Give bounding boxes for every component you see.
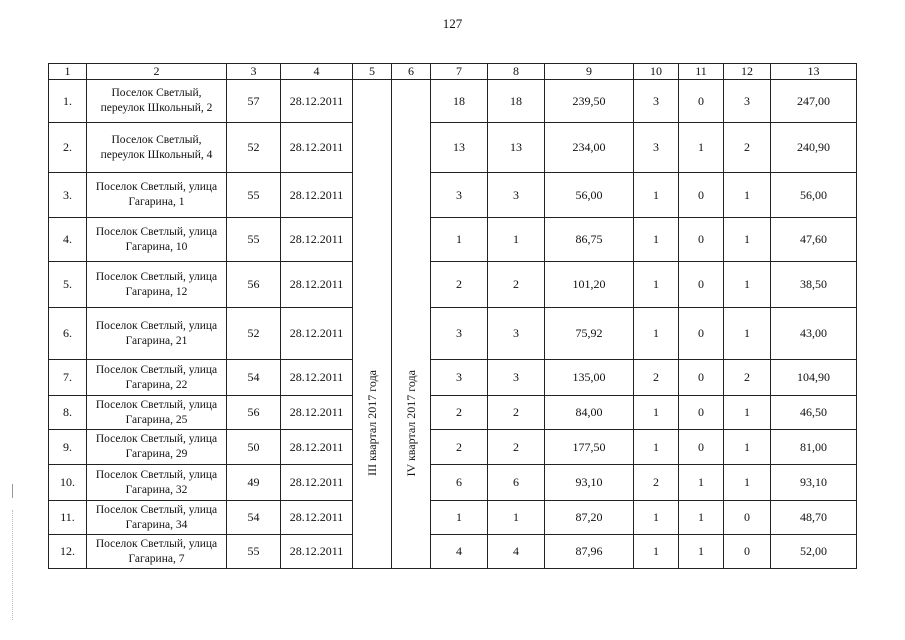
c10-cell: 1 — [634, 535, 679, 569]
address-cell: Поселок Светлый, переулок Школьный, 4 — [87, 123, 227, 173]
c7-cell: 6 — [431, 465, 488, 501]
c12-cell: 1 — [724, 465, 771, 501]
date-cell: 28.12.2011 — [281, 218, 353, 262]
row-number: 3. — [49, 173, 87, 218]
c11-cell: 0 — [679, 360, 724, 396]
c9-cell: 101,20 — [545, 262, 634, 308]
row-number: 9. — [49, 430, 87, 465]
c12-cell: 1 — [724, 396, 771, 430]
c9-cell: 87,96 — [545, 535, 634, 569]
row-number: 12. — [49, 535, 87, 569]
row-number: 11. — [49, 501, 87, 535]
address-cell: Поселок Светлый, улица Гагарина, 34 — [87, 501, 227, 535]
c9-cell: 93,10 — [545, 465, 634, 501]
address-cell: Поселок Светлый, улица Гагарина, 12 — [87, 262, 227, 308]
c13-cell: 240,90 — [771, 123, 857, 173]
quarter-label: IV квартал 2017 года — [403, 370, 418, 477]
c7-cell: 18 — [431, 80, 488, 123]
address-cell: Поселок Светлый, улица Гагарина, 29 — [87, 430, 227, 465]
date-cell: 28.12.2011 — [281, 465, 353, 501]
address-cell: Поселок Светлый, улица Гагарина, 7 — [87, 535, 227, 569]
c13-cell: 81,00 — [771, 430, 857, 465]
table-row — [49, 501, 857, 535]
table-row — [49, 465, 857, 501]
c10-cell: 1 — [634, 430, 679, 465]
c10-cell: 3 — [634, 80, 679, 123]
col3-cell: 57 — [227, 80, 281, 123]
header-cell: 3 — [227, 64, 281, 80]
date-cell: 28.12.2011 — [281, 501, 353, 535]
c11-cell: 1 — [679, 123, 724, 173]
header-cell: 9 — [545, 64, 634, 80]
c13-cell: 38,50 — [771, 262, 857, 308]
address-cell: Поселок Светлый, улица Гагарина, 21 — [87, 308, 227, 360]
c10-cell: 1 — [634, 501, 679, 535]
page-number: 127 — [442, 16, 463, 31]
c9-cell: 177,50 — [545, 430, 634, 465]
c11-cell: 1 — [679, 535, 724, 569]
c10-cell: 1 — [634, 218, 679, 262]
date-cell: 28.12.2011 — [281, 308, 353, 360]
header-cell: 12 — [724, 64, 771, 80]
c7-cell: 13 — [431, 123, 488, 173]
address-cell: Поселок Светлый, улица Гагарина, 10 — [87, 218, 227, 262]
header-cell: 10 — [634, 64, 679, 80]
table-row — [49, 430, 857, 465]
c7-cell: 4 — [431, 535, 488, 569]
c12-cell: 1 — [724, 308, 771, 360]
c13-cell: 43,00 — [771, 308, 857, 360]
c11-cell: 0 — [679, 262, 724, 308]
c7-cell: 2 — [431, 262, 488, 308]
c13-cell: 93,10 — [771, 465, 857, 501]
c10-cell: 1 — [634, 262, 679, 308]
address-cell: Поселок Светлый, улица Гагарина, 1 — [87, 173, 227, 218]
col3-cell: 55 — [227, 535, 281, 569]
table-row — [49, 173, 857, 218]
address-cell: Поселок Светлый, улица Гагарина, 32 — [87, 465, 227, 501]
table-row — [49, 262, 857, 308]
c9-cell: 75,92 — [545, 308, 634, 360]
c13-cell: 247,00 — [771, 80, 857, 123]
header-cell: 6 — [392, 64, 431, 80]
scan-dots — [12, 510, 14, 620]
c9-cell: 239,50 — [545, 80, 634, 123]
header-cell: 13 — [771, 64, 857, 80]
c9-cell: 86,75 — [545, 218, 634, 262]
c8-cell: 1 — [488, 218, 545, 262]
row-number: 7. — [49, 360, 87, 396]
c7-cell: 1 — [431, 501, 488, 535]
scan-mark — [12, 484, 13, 498]
date-cell: 28.12.2011 — [281, 173, 353, 218]
c12-cell: 1 — [724, 218, 771, 262]
c10-cell: 1 — [634, 173, 679, 218]
c11-cell: 1 — [679, 465, 724, 501]
header-cell: 4 — [281, 64, 353, 80]
c7-cell: 1 — [431, 218, 488, 262]
table-body — [49, 80, 857, 569]
c10-cell: 2 — [634, 360, 679, 396]
c11-cell: 0 — [679, 396, 724, 430]
c8-cell: 2 — [488, 262, 545, 308]
col3-cell: 54 — [227, 501, 281, 535]
row-number: 8. — [49, 396, 87, 430]
row-number: 6. — [49, 308, 87, 360]
c12-cell: 2 — [724, 360, 771, 396]
c7-cell: 2 — [431, 396, 488, 430]
col3-cell: 50 — [227, 430, 281, 465]
table-row — [49, 308, 857, 360]
c12-cell: 1 — [724, 173, 771, 218]
row-number: 4. — [49, 218, 87, 262]
row-number: 5. — [49, 262, 87, 308]
c11-cell: 1 — [679, 501, 724, 535]
table-row — [49, 396, 857, 430]
quarter-col5-cell — [353, 80, 392, 569]
c7-cell: 2 — [431, 430, 488, 465]
header-cell: 7 — [431, 64, 488, 80]
c7-cell: 3 — [431, 308, 488, 360]
c8-cell: 13 — [488, 123, 545, 173]
c12-cell: 0 — [724, 535, 771, 569]
table-row — [49, 535, 857, 569]
date-cell: 28.12.2011 — [281, 360, 353, 396]
c13-cell: 47,60 — [771, 218, 857, 262]
header-cell: 11 — [679, 64, 724, 80]
c8-cell: 2 — [488, 430, 545, 465]
c8-cell: 18 — [488, 80, 545, 123]
c12-cell: 3 — [724, 80, 771, 123]
col3-cell: 55 — [227, 218, 281, 262]
quarter-label: III квартал 2017 года — [364, 370, 379, 477]
date-cell: 28.12.2011 — [281, 123, 353, 173]
col3-cell: 56 — [227, 262, 281, 308]
c8-cell: 2 — [488, 396, 545, 430]
c13-cell: 46,50 — [771, 396, 857, 430]
c13-cell: 48,70 — [771, 501, 857, 535]
c9-cell: 87,20 — [545, 501, 634, 535]
date-cell: 28.12.2011 — [281, 80, 353, 123]
table-row — [49, 123, 857, 173]
header-cell: 1 — [49, 64, 87, 80]
c13-cell: 52,00 — [771, 535, 857, 569]
housing-table — [48, 63, 857, 569]
c11-cell: 0 — [679, 173, 724, 218]
col3-cell: 49 — [227, 465, 281, 501]
col3-cell: 56 — [227, 396, 281, 430]
c13-cell: 104,90 — [771, 360, 857, 396]
row-number: 2. — [49, 123, 87, 173]
address-cell: Поселок Светлый, улица Гагарина, 25 — [87, 396, 227, 430]
c9-cell: 135,00 — [545, 360, 634, 396]
table-row — [49, 80, 857, 123]
col3-cell: 52 — [227, 308, 281, 360]
c10-cell: 3 — [634, 123, 679, 173]
c8-cell: 6 — [488, 465, 545, 501]
date-cell: 28.12.2011 — [281, 396, 353, 430]
c8-cell: 1 — [488, 501, 545, 535]
table-row — [49, 218, 857, 262]
header-cell: 5 — [353, 64, 392, 80]
c7-cell: 3 — [431, 360, 488, 396]
c12-cell: 1 — [724, 430, 771, 465]
c8-cell: 3 — [488, 360, 545, 396]
date-cell: 28.12.2011 — [281, 262, 353, 308]
address-cell: Поселок Светлый, улица Гагарина, 22 — [87, 360, 227, 396]
c12-cell: 2 — [724, 123, 771, 173]
c11-cell: 0 — [679, 430, 724, 465]
c9-cell: 84,00 — [545, 396, 634, 430]
c10-cell: 1 — [634, 308, 679, 360]
quarter-col6-cell — [392, 80, 431, 569]
c8-cell: 4 — [488, 535, 545, 569]
c13-cell: 56,00 — [771, 173, 857, 218]
col3-cell: 52 — [227, 123, 281, 173]
c9-cell: 56,00 — [545, 173, 634, 218]
c8-cell: 3 — [488, 308, 545, 360]
header-cell: 8 — [488, 64, 545, 80]
date-cell: 28.12.2011 — [281, 430, 353, 465]
c9-cell: 234,00 — [545, 123, 634, 173]
c11-cell: 0 — [679, 308, 724, 360]
c7-cell: 3 — [431, 173, 488, 218]
c10-cell: 1 — [634, 396, 679, 430]
date-cell: 28.12.2011 — [281, 535, 353, 569]
c8-cell: 3 — [488, 173, 545, 218]
row-number: 1. — [49, 80, 87, 123]
col3-cell: 54 — [227, 360, 281, 396]
header-row — [49, 64, 857, 80]
c12-cell: 1 — [724, 262, 771, 308]
c11-cell: 0 — [679, 218, 724, 262]
c10-cell: 2 — [634, 465, 679, 501]
c12-cell: 0 — [724, 501, 771, 535]
row-number: 10. — [49, 465, 87, 501]
header-cell: 2 — [87, 64, 227, 80]
address-cell: Поселок Светлый, переулок Школьный, 2 — [87, 80, 227, 123]
c11-cell: 0 — [679, 80, 724, 123]
col3-cell: 55 — [227, 173, 281, 218]
table-row — [49, 360, 857, 396]
